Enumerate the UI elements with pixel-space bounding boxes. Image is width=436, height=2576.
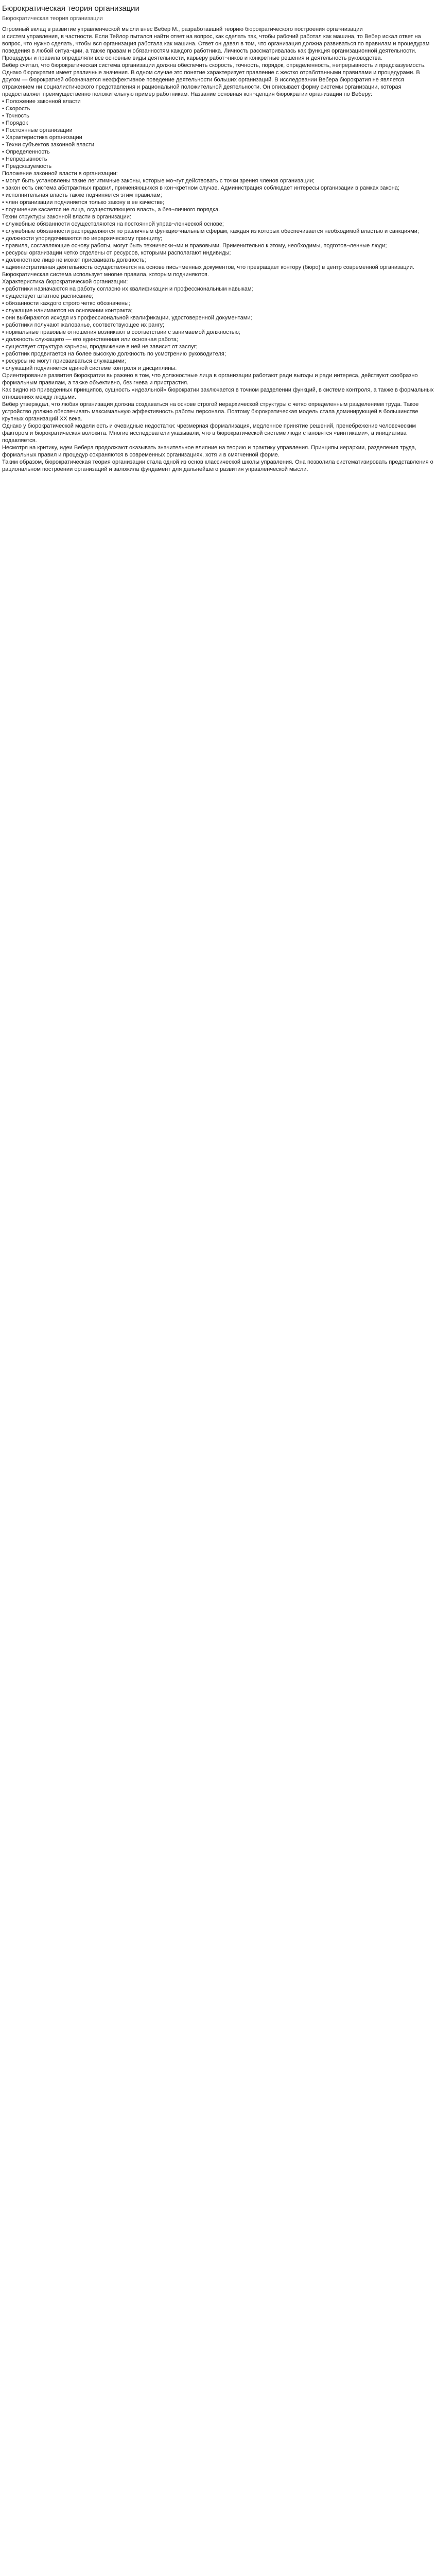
paragraph: Огромный вклад в развитие управленческой мысли внес Вебер М., разработавший теорию бюрократического построения орга¬низации: [2, 26, 363, 32]
list-item: • Предсказуемость: [2, 163, 52, 170]
paragraph: Бюрократическая система использует многие правила, которым подчиняются.: [2, 272, 209, 278]
paragraph: Однако у бюрократической модели есть и очевидные недостатки: чрезмерная формализация, медленное принятие решений, пренебрежение человеческим фактором и бюрократическая волокита. Многие исследователи указывали, что в бюрократической системе люди становятся «винтиками», а инициатива подавляется.: [2, 423, 418, 444]
list-item: • работники получают жалованье, соответствующее их рангу;: [2, 322, 165, 328]
paragraph: Несмотря на критику, идеи Вебера продолжают оказывать значительное влияние на теорию и практику управления. Принципы иерархии, разделения труда, формальных правил и процедур сохраняются в современных организациях, хотя и в смягченной форме.: [2, 445, 418, 458]
paragraph: Положение законной власти в организации:: [2, 171, 118, 177]
list-item: • Определенность: [2, 149, 50, 155]
paragraph: и систем управления, в частности. Если Тейлор пытался найти ответ на вопрос, как сделать так, чтобы рабочий работал как машина, то Вебер искал ответ на вопрос, что нужно сделать, чтобы вся организация работала как машина. Ответ он давал в том, что организация должна развиваться по правилам и процедурам поведения в любой ситуа¬ции, а также правам и обязанностям каждого работника. Личность рассматривалась как функция организационной деятельности. Процедуры и правила определяли все основные виды деятельности, карьеру работ¬ников и конкретные решения и деятельность руководства.: [2, 33, 431, 61]
list-item: • должность служащего — его единственная или основная работа;: [2, 336, 178, 343]
list-item: • Характеристика организации: [2, 134, 82, 141]
list-item: • должностное лицо не может присваивать должность;: [2, 257, 146, 263]
document-page: [0, 0, 436, 483]
list-item: • существует структура карьеры, продвижение в ней не зависит от заслуг;: [2, 344, 198, 350]
paragraph: Характеристика бюрократической организации:: [2, 279, 128, 285]
list-item: • существует штатное расписание;: [2, 293, 94, 299]
list-item: • административная деятельность осуществляется на основе пись¬менных документов, что превращает контору (бюро) в центр современной организации.: [2, 264, 414, 270]
list-item: • нормальные правовые отношения возникают в соответствии с занимаемой должностью;: [2, 329, 240, 335]
list-item: • должности упорядочиваются по иерархическому принципу;: [2, 235, 163, 242]
list-item: • Порядок: [2, 120, 28, 126]
list-item: • Непрерывность: [2, 156, 47, 162]
list-item: • работник продвигается на более высокую должность по усмотрению руководителя;: [2, 351, 226, 357]
list-item: • служащий подчиняется единой системе контроля и дисциплины.: [2, 365, 177, 371]
paragraph: Вебер утверждал, что любая организация должна создаваться на основе строгой иерархической структуры с четко определенным разделением труда. Такое устройство должно обеспечивать максимальную эффективность работы персонала. Поэтому бюрократическая модель стала доминирующей в большинстве крупных организаций XX века.: [2, 401, 421, 422]
list-item: • Постоянные организации: [2, 127, 73, 133]
list-item: • член организации подчиняется только закону в ее качестве;: [2, 199, 165, 206]
list-item: • Техни субъектов законной власти: [2, 142, 95, 148]
list-item: • служебные обязанности осуществляются на постоянной управ¬ленческой основе;: [2, 221, 224, 227]
paragraph: Таким образом, бюрократическая теория организации стала одной из основ классической школы управления. Она позволила систематизировать представления о рациональном построении организаций и заложила фундамент для дальнейшего развития управленческой мысли.: [2, 459, 435, 472]
list-item: • Положение законной власти: [2, 98, 81, 105]
list-item: • ресурсы организации четко отделены от ресурсов, которыми располагают индивиды;: [2, 250, 231, 256]
list-item: • они выбираются исходя из профессиональной квалификации, удостоверенной документами;: [2, 315, 252, 321]
list-item: • подчинение касается не лица, осуществляющего власть, а без¬личного порядка.: [2, 207, 220, 213]
list-item: • Скорость: [2, 106, 30, 112]
list-item: • обязанности каждого строго четко обозначены;: [2, 300, 130, 307]
page-subtitle: Бюрократическая теория организации: [2, 15, 103, 22]
paragraph: Техни структуры законной власти в организации:: [2, 214, 131, 220]
list-item: • служебные обязанности распределяются по различным функцио¬нальным сферам, каждая из которых обеспечивается необходимой властью и санкциями;: [2, 228, 419, 234]
list-item: • исполнительная власть также подчиняется этим правилам;: [2, 192, 162, 198]
paragraph: Вебер считал, что бюрократическая система организации должна обеспечить скорость, точность, порядок, определенность, непрерывность и предсказуемость. Однако бюрократия имеет различные значения. В одном случае это понятие характеризует правление с жестко отработанными правилами и процедурами. В другом — бюрократией обозначается неэффективное поведение деятельности больших организаций. В исследовании Вебера бюрократия не является отражением ни социалистического представления и рациональной положительной деятельности. Он описывает форму системы организации, которая предоставляет преимущественно положительную пример работникам. Название основная кон¬цепция бюрократии организации по Веберу:: [2, 62, 427, 97]
page-title: Бюрократическая теория организации: [2, 4, 139, 13]
document-body: [2, 26, 434, 473]
paragraph: Ориентирование развития бюрократии выражено в том, что должностные лица в организации работают ради выгоды и ради интереса, действуют сообразно формальным правилам, а также объективно, без гнева и пристрастия.: [2, 372, 420, 386]
paragraph: Как видно из приведенных принципов, сущность «идеальной» бюрократии заключается в точном разделении функций, в системе контроля, а также в формальных отношениях между людьми.: [2, 387, 435, 400]
list-item: • служащие нанимаются на основании контракта;: [2, 308, 133, 314]
list-item: • работники назначаются на работу согласно их квалификации и профессиональным навыкам;: [2, 286, 253, 292]
list-item: • Точность: [2, 113, 29, 119]
list-item: • могут быть установлены такие легитимные законы, которые мо¬гут действовать с точки зрения членов организации;: [2, 178, 315, 184]
list-item: • ресурсы не могут присваиваться служащими;: [2, 358, 126, 364]
list-item: • правила, составляющие основу работы, могут быть технически¬ми и правовыми. Применительно к этому, необходимы, подготов¬ленные люди;: [2, 243, 387, 249]
list-item: • закон есть система абстрактных правил, применяющихся в кон¬кретном случае. Администрация соблюдает интересы организации в рамках закона;: [2, 185, 399, 191]
